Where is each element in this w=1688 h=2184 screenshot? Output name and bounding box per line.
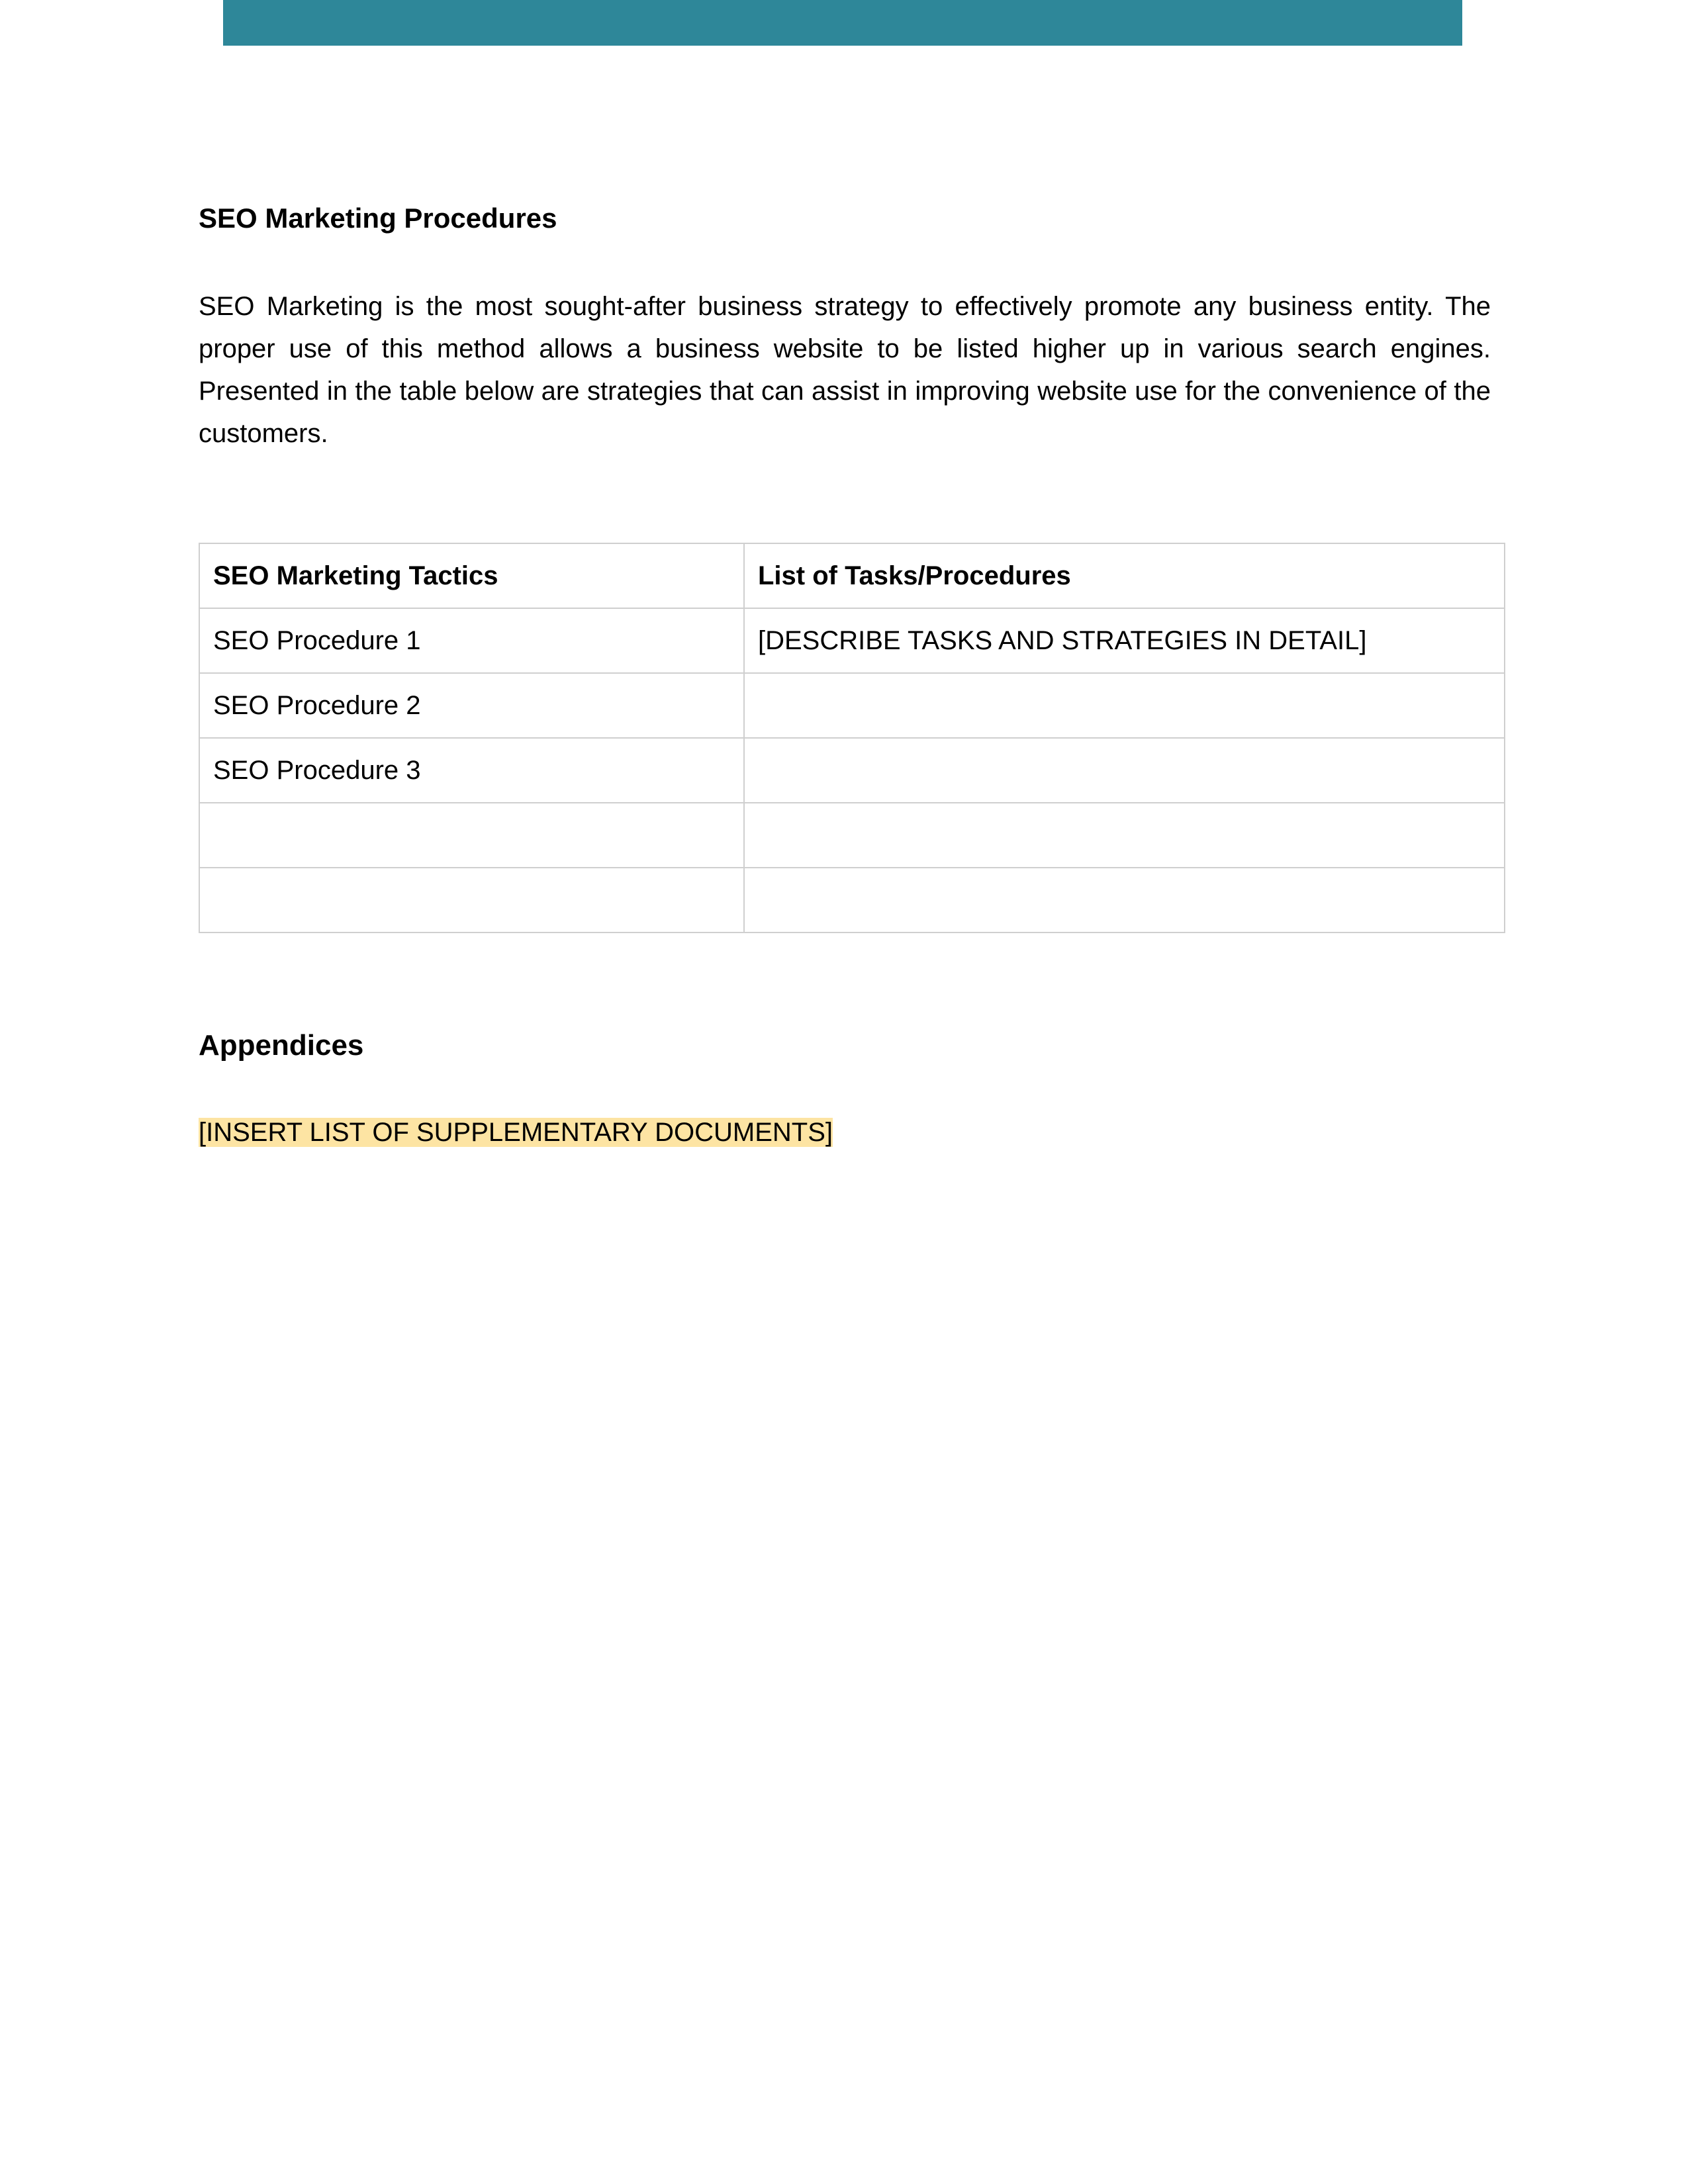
table-cell-tasks[interactable]: [744, 738, 1505, 803]
table-cell-tactic[interactable]: [199, 868, 744, 933]
table-row: [199, 803, 1505, 868]
intro-paragraph: SEO Marketing is the most sought-after business strategy to effectively promote any business entity. The proper use of this method allows a business website to be listed higher up in various search engines. Presented in the table below are strategies that can assist in improving website use for the convenience of the customers.: [199, 292, 1491, 448]
table-header-tasks: List of Tasks/Procedures: [744, 543, 1505, 608]
table-cell-tasks[interactable]: [744, 803, 1505, 868]
table-cell-tactic[interactable]: SEO Procedure 3: [199, 738, 744, 803]
table-cell-tactic[interactable]: SEO Procedure 2: [199, 673, 744, 738]
seo-tactics-table: [199, 543, 1505, 933]
table-row: [199, 738, 1505, 803]
table-header-tactics: SEO Marketing Tactics: [199, 543, 744, 608]
table-row: [199, 868, 1505, 933]
table-cell-tactic[interactable]: SEO Procedure 1: [199, 608, 744, 673]
table-row: [199, 673, 1505, 738]
table-cell-tasks[interactable]: [744, 673, 1505, 738]
table-cell-tactic[interactable]: [199, 803, 744, 868]
highlighted-placeholder-text[interactable]: [INSERT LIST OF SUPPLEMENTARY DOCUMENTS]: [199, 1118, 833, 1147]
table-cell-tasks[interactable]: [DESCRIBE TASKS AND STRATEGIES IN DETAIL]: [744, 608, 1505, 673]
table-row: [199, 608, 1505, 673]
appendices-title: Appendices: [199, 1029, 364, 1062]
header-accent-bar: [223, 0, 1462, 46]
table-cell-tasks[interactable]: [744, 868, 1505, 933]
table-header-row: [199, 543, 1505, 608]
section-title: SEO Marketing Procedures: [199, 203, 557, 234]
appendices-placeholder: [199, 1114, 833, 1151]
